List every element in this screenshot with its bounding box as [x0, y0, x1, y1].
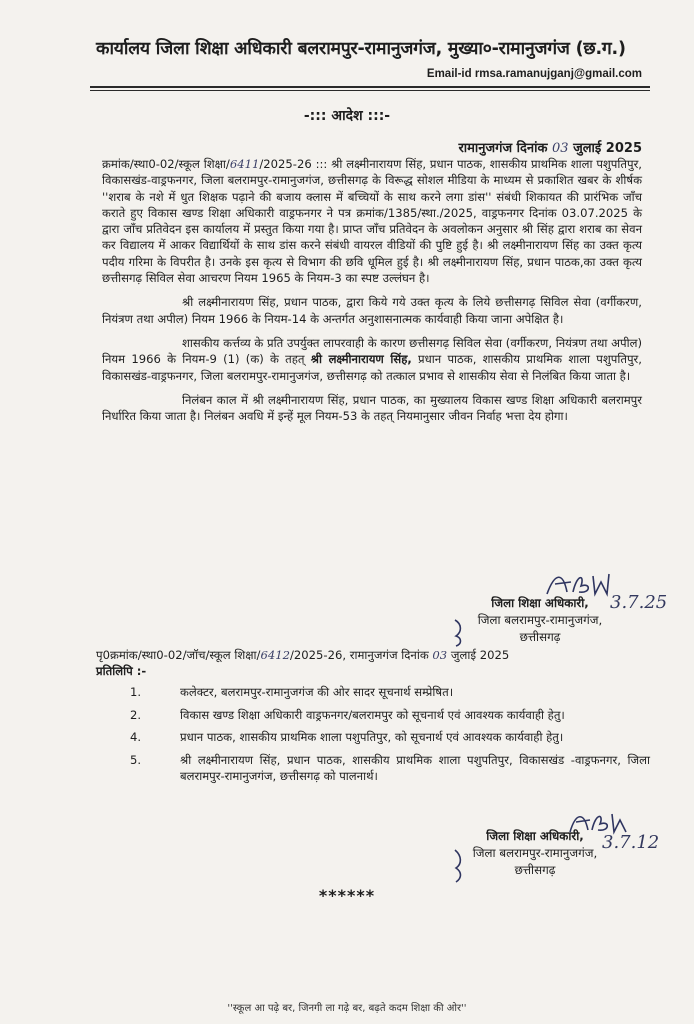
paragraph-4: निलंबन काल में श्री लक्ष्मीनारायण सिंह, प्रधान पाठक, का मुख्यालय विकास खण्ड शिक्षा अधिकारी बलरामपुर निर्धारित किया जाता है। निलंबन अवधि में इन्हें मूल नियम-53 के तहत् नियमानुसार जीवन निर्वाह भत्ता देय होगा।: [102, 392, 642, 424]
list-item-text: विकास खण्ड शिक्षा अधिकारी वाड्रफनगर/बलरामपुर को सूचनार्थ एवं आवश्यक कार्यवाही हेतु।: [180, 707, 565, 722]
signature-stroke-2: [452, 848, 466, 884]
paragraph-2: श्री लक्ष्मीनारायण सिंह, प्रधान पाठक, द्वारा किये गये उक्त कृत्य के लिये छत्तीसगढ़ सिविल सेवा (वर्गीकरण, नियंत्रण तथा अपील) नियम 1966 के नियम-14 के अन्तर्गत अनुशासनात्मक कार्यवाही किया जाना अपेक्षित है।: [102, 295, 642, 326]
signature-2-state: छत्तीसगढ़: [514, 863, 556, 877]
list-item-text: श्री लक्ष्मीनारायण सिंह, प्रधान पाठक, शासकीय प्राथमिक शाला पशुपतिपुर, विकासखंड -वाड्रफनगर, जिला बलरामपुर-रामानुजगंज, छत्तीसगढ़ को पालनार्थ।: [180, 752, 650, 783]
signature-2-title: जिला शिक्षा अधिकारी,: [486, 829, 584, 843]
copy-to-list: [130, 684, 650, 791]
reference-number: 6411: [229, 157, 260, 171]
order-date: [458, 138, 642, 156]
endorsement-prefix: पृ0क्रमांक/स्था0-02/जॉच/स्कूल शिक्षा/: [96, 648, 261, 662]
endorsement-suffix: जुलाई 2025: [447, 648, 510, 662]
list-item: [130, 707, 650, 724]
order-date-suffix: जुलाई 2025: [568, 141, 642, 156]
office-header-title: कार्यालय जिला शिक्षा अधिकारी बलरामपुर-रामानुजगंज, मुख्या०-रामानुजगंज (छ.ग.): [96, 39, 626, 59]
signature-1-title: जिला शिक्षा अधिकारी,: [491, 596, 589, 610]
endorsement-day: 03: [432, 648, 448, 662]
footer-motto: ''स्कूल आ पढ़े बर, जिनगी ला गढ़े बर, बढ़ते कदम शिक्षा की ओर'': [227, 1003, 467, 1014]
order-body: [102, 156, 642, 432]
paragraph-3: [102, 335, 642, 384]
paragraph-1-text: ::: श्री लक्ष्मीनारायण सिंह, प्रधान पाठक, शासकीय प्राथमिक शाला पशुपतिपुर, विकासखंड-वाड्रफनगर, जिला बलरामपुर-रामानुजगंज, छत्तीसगढ़ के विरूद्ध सोशल मीडिया के माध्यम से प्रकाशित खबर के शीर्षक ''शराब के नशे में धुत शिक्षक पढ़ाने की बजाय क्लास में बच्चियों के साथ करने लगा डांस'' संबंधी शिकायत की प्रारंभिक जाँच कराते हुए विकास खण्ड शिक्षा अधिकारी वाड्रफनगर ने पत्र क्रमांक/1385/स्था./2025, वाड्रफनगर दिनांक 03.07.2025 के द्वारा जाँच प्रतिवेदन इस कार्यालय में प्रस्तुत किया गया है। प्राप्त जाँच प्रतिवेदन के अवलोकन अनुसार श्री सिंह द्वारा शराब का सेवन कर विद्यालय में आकर विद्यार्थियों के साथ डांस करने संबंधी वायरल वीडियों की पुष्टि हुई है। श्री लक्ष्मीनारायण सिंह का उक्त कृत्य पदीय गरिमा के विपरीत है। उनके इस कृत्य से विभाग की छवि धूमिल हुई है। श्री लक्ष्मीनारायण सिंह, प्रधान पाठक,का उक्त कृत्य छत्तीसगढ़ सिविल सेवा आचरण नियम 1965 के नियम-3 का स्पष्ट उल्लंघन है।: [102, 157, 642, 286]
list-item: [130, 684, 650, 701]
header-rule-thin: [90, 90, 650, 91]
list-item-number: 2.: [130, 707, 142, 722]
paragraph-1: [102, 156, 642, 286]
list-item: [130, 752, 650, 785]
signature-1-date: 3.7.25: [610, 592, 668, 613]
paragraph-3-text-a: शासकीय कर्त्तव्य के प्रति उपर्युक्त लापरवाही के कारण छत्तीसगढ़ सिविल सेवा (वर्गीकरण, नियंत्रण तथा अपील) नियम 1966 के नियम-9 (1) (क) के तहत्: [102, 335, 642, 367]
order-heading: -::: आदेश :::-: [303, 108, 391, 124]
paragraph-3-name: श्री लक्ष्मीनारायण सिंह,: [310, 352, 412, 367]
signature-1-district: जिला बलरामपुर-रामानुजगंज,: [477, 613, 603, 627]
reference-prefix: क्रमांक/स्था0-02/स्कूल शिक्षा/: [102, 157, 230, 171]
office-email: Email-id rmsa.ramanujganj@gmail.com: [426, 68, 642, 80]
signature-2-date: 3.7.12: [602, 832, 660, 853]
list-item-text: कलेक्टर, बलरामपुर-रामानुजगंज की ओर सादर सूचनार्थ सम्प्रेषित।: [180, 685, 454, 699]
paragraph-3-text-b: प्रधान पाठक, शासकीय प्राथमिक शाला पशुपतिपुर, विकासखंड-वाड्रफनगर, जिला बलरामपुर-रामानुजगंज, छत्तीसगढ़ को तत्काल प्रभाव से शासकीय सेवा से निलंबित किया जाता है।: [102, 352, 642, 383]
list-item-number: 4.: [130, 730, 142, 744]
header-rule-thick: [90, 86, 650, 88]
list-item-text: प्रधान पाठक, शासकीय प्राथमिक शाला पशुपतिपुर, को सूचनार्थ एवं आवश्यक कार्यवाही हेतु।: [180, 730, 564, 744]
list-item: [130, 729, 650, 746]
signature-2-district: जिला बलरामपुर-रामानुजगंज,: [472, 846, 598, 860]
endorsement-middle: /2025-26, रामानुजगंज दिनांक: [289, 648, 433, 662]
order-date-day: 03: [552, 141, 569, 156]
list-item-number: 1.: [130, 685, 142, 699]
separator-stars: ******: [318, 886, 376, 905]
signature-stroke-1: [452, 618, 466, 648]
list-item-number: 5.: [130, 752, 142, 767]
endorsement-reference: [96, 648, 646, 663]
signature-1-state: छत्तीसगढ़: [519, 630, 561, 644]
reference-suffix: /2025-26: [259, 157, 312, 171]
order-date-prefix: रामानुजगंज दिनांक: [458, 141, 552, 156]
copy-to-label: प्रतिलिपि :-: [96, 664, 147, 678]
signature-block-1: [440, 595, 640, 646]
endorsement-number: 6412: [260, 648, 290, 662]
